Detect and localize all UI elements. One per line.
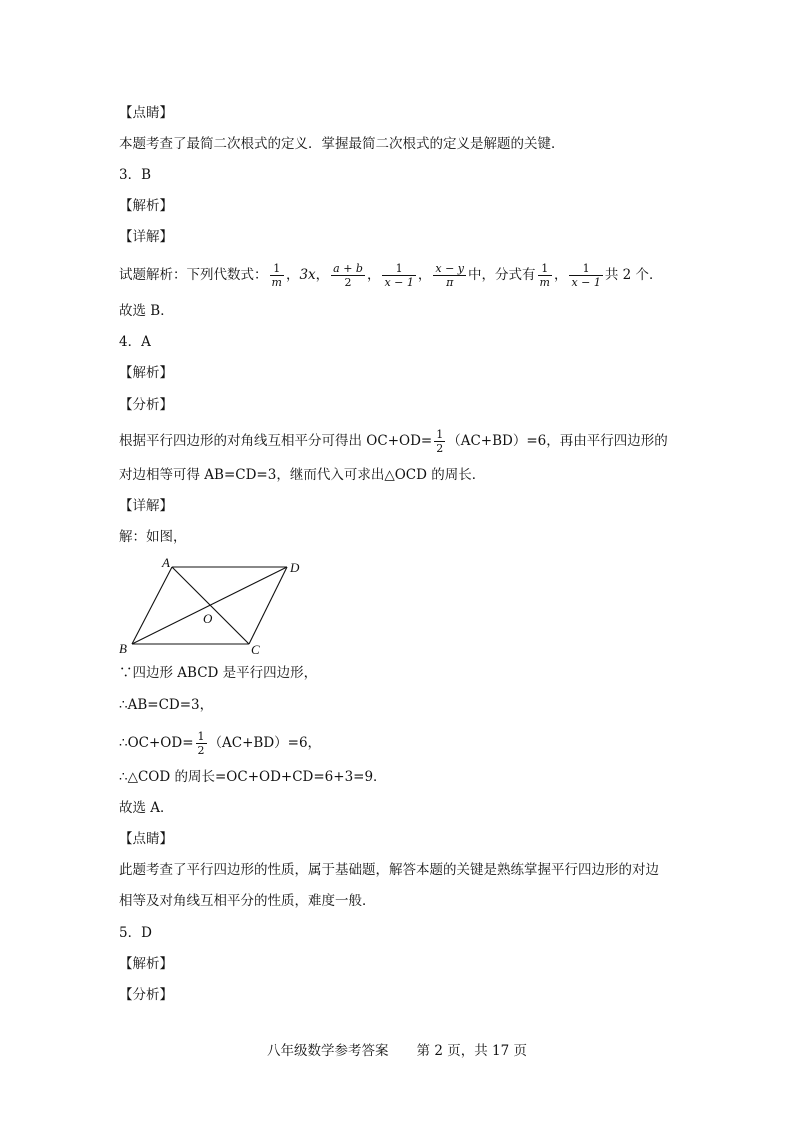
denominator: m: [539, 276, 550, 289]
denominator: x − 1: [571, 276, 601, 289]
heading-xiangjie: 【详解】: [119, 498, 173, 514]
fraction: [331, 262, 365, 289]
heading-dianjing: 【点睛】: [119, 831, 173, 847]
footer-page-number: 第 2 页，共 17 页: [416, 1043, 527, 1059]
denominator: π: [446, 276, 454, 289]
numerator: 1: [382, 262, 415, 276]
vertex-label-b: B: [119, 641, 127, 656]
diagonal-bd: [132, 567, 287, 644]
text-segment: （AC+BD）=6，再由平行四边形的: [447, 433, 668, 449]
heading-fenxi: 【分析】: [119, 987, 173, 1003]
text-segment: 试题解析：下列代数式：: [119, 267, 268, 283]
text-segment: 中，分式有: [468, 267, 536, 283]
separator: ，: [315, 267, 330, 283]
solution-intro: 解：如图，: [119, 529, 187, 545]
heading-xiangjie: 【详解】: [119, 229, 173, 245]
text-segment: （AC+BD）=6，: [208, 735, 322, 751]
proof-step: ∴AB=CD=3，: [119, 697, 214, 713]
separator: ，: [417, 267, 432, 283]
vertex-label-a: A: [162, 556, 170, 570]
fraction: [569, 262, 602, 289]
fraction-half: [196, 730, 207, 757]
heading-jiexi: 【解析】: [119, 198, 173, 214]
vertex-label-d: D: [290, 560, 300, 575]
math-line: [119, 428, 668, 455]
fraction: [382, 262, 415, 289]
separator: ，: [366, 267, 381, 283]
heading-fenxi: 【分析】: [119, 397, 173, 413]
math-term: 3x: [299, 267, 316, 283]
separator: ，: [285, 267, 300, 283]
denominator: m: [271, 276, 282, 289]
proof-step: ∵四边形 ABCD 是平行四边形，: [119, 665, 318, 681]
numerator: a + b: [333, 262, 363, 275]
fraction-half: [434, 428, 445, 455]
numerator: 1: [569, 262, 602, 276]
parallelogram-figure: [115, 556, 315, 661]
heading-jiexi: 【解析】: [119, 365, 173, 381]
numerator: 1: [436, 428, 444, 441]
text-segment: 根据平行四边形的对角线互相平分可得出 OC+OD=: [119, 433, 433, 449]
conclusion: 故选 B．: [119, 303, 174, 319]
edge-ba: [132, 567, 172, 644]
denominator: 2: [344, 276, 352, 289]
fraction: [538, 262, 552, 289]
denominator: 2: [197, 744, 205, 757]
center-label-o: O: [203, 611, 213, 626]
separator: ，: [553, 267, 568, 283]
fraction: [433, 262, 466, 289]
text-segment: ∴OC+OD=: [119, 735, 194, 751]
edge-dc: [249, 567, 287, 644]
numerator: x − y: [435, 262, 465, 275]
answer-item: 3．B: [119, 167, 152, 183]
vertex-label-c: C: [251, 642, 260, 657]
fraction: [270, 262, 284, 289]
paragraph: 相等及对角线互相平分的性质，难度一般．: [119, 893, 376, 909]
proof-step-math: [119, 730, 321, 757]
footer-title: 八年级数学参考答案: [267, 1043, 389, 1059]
denominator: x − 1: [384, 276, 414, 289]
answer-item: 4．A: [119, 334, 151, 350]
heading-jiexi: 【解析】: [119, 956, 173, 972]
paragraph: 本题考查了最简二次根式的定义．掌握最简二次根式的定义是解题的关键．: [119, 136, 565, 152]
numerator: 1: [538, 262, 552, 276]
heading-dianjing: 【点睛】: [119, 105, 173, 121]
proof-step: ∴△COD 的周长=OC+OD+CD=6+3=9．: [119, 769, 387, 785]
conclusion: 故选 A．: [119, 800, 174, 816]
text-segment: 共 2 个．: [604, 267, 663, 283]
page-footer: [0, 1042, 794, 1060]
denominator: 2: [436, 442, 444, 455]
math-line: [119, 262, 663, 289]
paragraph: 此题考查了平行四边形的性质，属于基础题，解答本题的关键是熟练掌握平行四边形的对边: [119, 862, 659, 878]
answer-item: 5．D: [119, 925, 152, 941]
numerator: 1: [270, 262, 284, 276]
paragraph: 对边相等可得 AB=CD=3，继而代入可求出△OCD 的周长．: [119, 467, 486, 483]
numerator: 1: [197, 730, 205, 743]
